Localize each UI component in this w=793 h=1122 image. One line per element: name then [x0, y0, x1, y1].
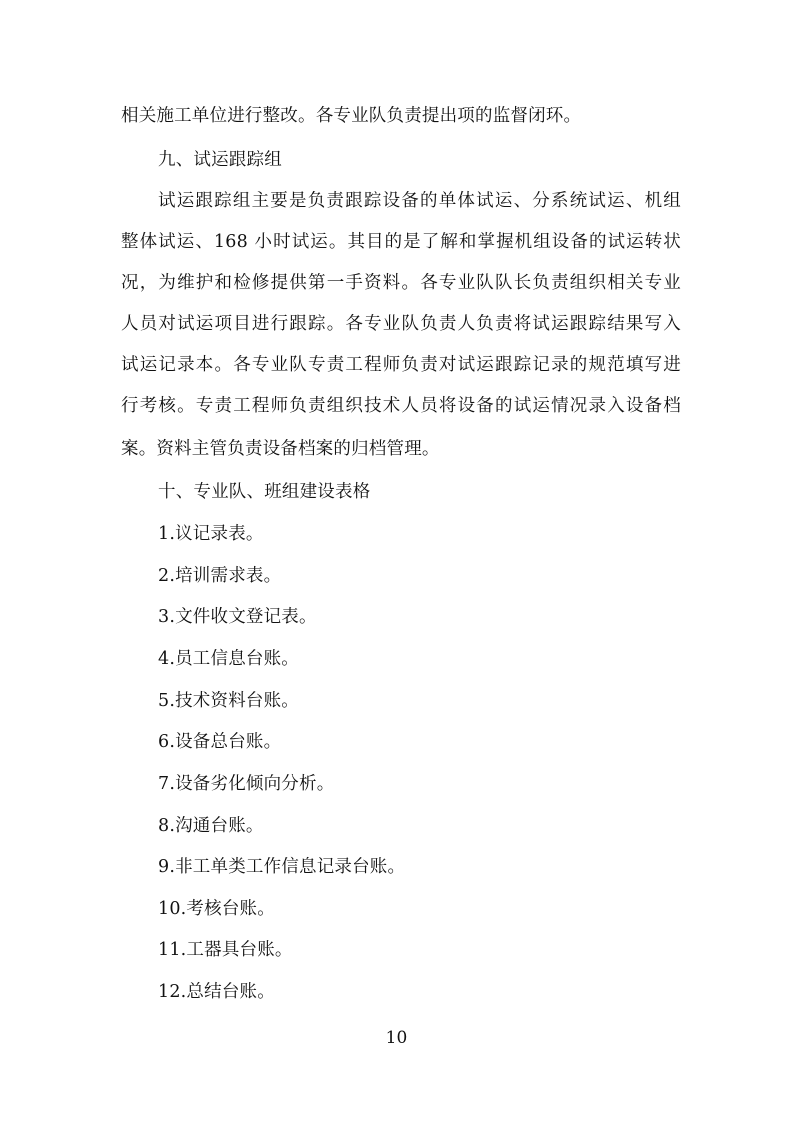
- list-item: 9.非工单类工作信息记录台账。: [158, 857, 406, 877]
- list-item: 12.总结台账。: [158, 982, 275, 1002]
- text-line: 试运跟踪组主要是负责跟踪设备的单体试运、分系统试运、机组: [158, 191, 681, 211]
- page-number: 10: [385, 1028, 408, 1048]
- section-heading-trial-tracking: 九、试运跟踪组: [158, 150, 282, 170]
- text-line: 相关施工单位进行整改。各专业队负责提出项的监督闭环。: [121, 106, 582, 126]
- list-item: 3.文件收文登记表。: [158, 607, 317, 627]
- section-heading-tables: 十、专业队、班组建设表格: [158, 482, 371, 502]
- list-item: 8.沟通台账。: [158, 816, 264, 836]
- text-line: 整体试运、168 小时试运。其目的是了解和掌握机组设备的试运转状: [121, 232, 681, 252]
- list-item: 6.设备总台账。: [158, 732, 282, 752]
- list-item: 10.考核台账。: [158, 899, 275, 919]
- list-item: 11.工器具台账。: [158, 940, 293, 960]
- text-line: 行考核。专责工程师负责组织技术人员将设备的试运情况录入设备档: [121, 396, 681, 416]
- list-item: 5.技术资料台账。: [158, 691, 299, 711]
- list-item: 4.员工信息台账。: [158, 649, 299, 669]
- list-item: 7.设备劣化倾向分析。: [158, 774, 335, 794]
- text-line: 人员对试运项目进行跟踪。各专业队负责人负责将试运跟踪结果写入: [121, 314, 681, 334]
- list-item: 2.培训需求表。: [158, 566, 282, 586]
- text-line: 试运记录本。各专业队专责工程师负责对试运跟踪记录的规范填写进: [121, 355, 681, 375]
- text-line: 案。资料主管负责设备档案的归档管理。: [121, 439, 440, 459]
- list-item: 1.议记录表。: [158, 524, 264, 544]
- text-line: 况，为维护和检修提供第一手资料。各专业队队长负责组织相关专业: [121, 273, 681, 293]
